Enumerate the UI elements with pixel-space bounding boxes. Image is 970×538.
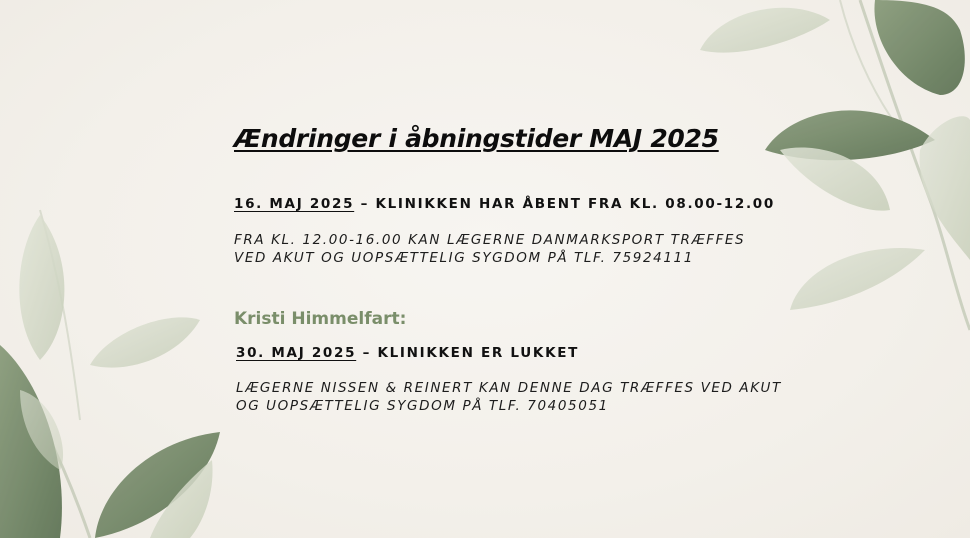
entry-2-note-line-2: OG UOPSÆTTELIG SYGDOM PÅ TLF. 70405051 — [236, 397, 609, 414]
entry-2-headline: KLINIKKEN ER LUKKET — [377, 345, 580, 361]
entry-2-note-line-1: LÆGERNE NISSEN & REINERT KAN DENNE DAG TRÆFFES VED AKUT — [236, 380, 782, 396]
page-title: Ændringer i åbningstider MAJ 2025 — [234, 124, 719, 153]
section-heading-kristi-himmelfart: Kristi Himmelfart: — [234, 309, 407, 329]
entry-1-note — [234, 232, 745, 267]
entry-1-headline: KLINIKKEN HAR ÅBENT FRA KL. 08.00-12.00 — [375, 196, 775, 212]
entry-1-note-line-2: VED AKUT OG UOPSÆTTELIG SYGDOM PÅ TLF. 75924111 — [234, 249, 694, 266]
entry-2-separator: – — [356, 345, 378, 361]
entry-2-line — [236, 345, 579, 361]
entry-1-separator: – — [354, 196, 376, 212]
announcement-content — [234, 0, 854, 538]
entry-2-note — [236, 380, 782, 415]
entry-2-date: 30. MAJ 2025 — [236, 345, 357, 361]
entry-1-date: 16. MAJ 2025 — [234, 196, 355, 212]
entry-1-note-line-1: FRA KL. 12.00-16.00 KAN LÆGERNE DANMARKSPORT TRÆFFES — [234, 232, 746, 248]
bottom-left-leaves-icon — [0, 210, 220, 538]
entry-1-line — [234, 196, 775, 212]
